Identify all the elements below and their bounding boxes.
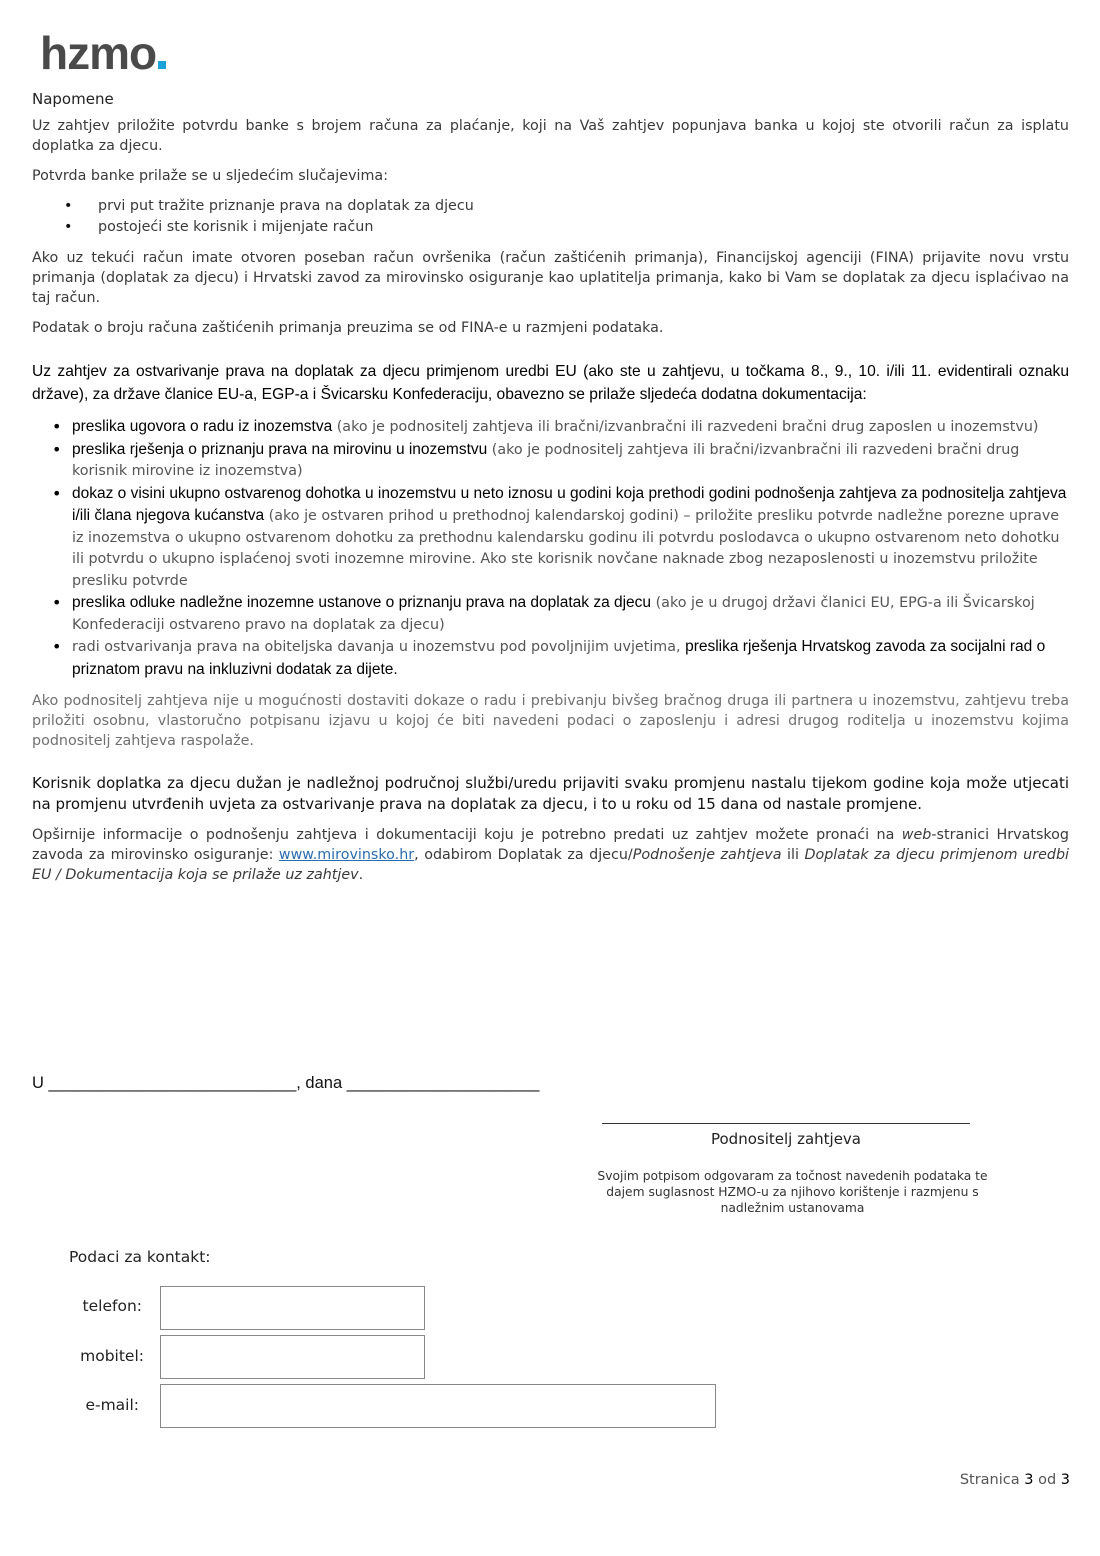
more-info-paragraph	[32, 825, 1069, 885]
doc-note: radi ostvarivanja prava na obiteljska davanja u inozemstvu pod povoljnijim uvjetima,	[72, 639, 686, 655]
phone-field[interactable]	[160, 1286, 425, 1330]
spouse-statement-paragraph: Ako podnositelj zahtjeva nije u mogućnosti dostaviti dokaze o radu i prebivanju bivšeg bračnog druga ili partnera u inozemstvu, zahtjevu treba priložiti osobnu, vlastoručno potpisanu izjavu u kojoj će biti navedeni podaci o zaposlenju i adresi drugog roditelja u inozemstvu kojima podnositelj zahtjeva raspolaže.	[32, 693, 1069, 749]
notes-paragraph-bank: Uz zahtjev priložite potvrdu banke s brojem računa za plaćanje, koji na Vaš zahtjev popunjava banka u kojoj ste otvorili račun za isplatu doplatka za djecu.	[32, 118, 1069, 154]
info-text: .	[358, 867, 364, 883]
info-web: web	[901, 827, 932, 843]
doc-note: (ako je podnositelj zahtjeva ili bračni/izvanbračni ili razvedeni bračni drug korisnik mirovine iz inozemstva)	[72, 441, 1020, 479]
signature-line[interactable]	[602, 1123, 970, 1124]
place-date-line[interactable]: U ___________________________, dana _____________________	[32, 1074, 540, 1092]
change-duty-paragraph: Korisnik doplatka za djecu dužan je nadležnoj područnoj službi/uredu prijaviti svaku promjenu nastalu tijekom godine koja može utjecati na promjenu utvrđenih uvjeta za ostvarivanje prava na doplatak za djecu, i to u roku od 15 dana od nastale promjene.	[32, 774, 1069, 813]
doc-title: preslika rješenja Hrvatskog zavoda za socijalni rad o priznatom pravu na inkluzivni dodatak za dijete.	[72, 638, 1046, 678]
doc-title: preslika ugovora o radu iz inozemstva	[72, 418, 333, 435]
info-italic: Podnošenje zahtjeva	[632, 847, 782, 863]
email-label: e-mail:	[85, 1396, 139, 1414]
doc-title: preslika rješenja o priznanju prava na mirovinu u inozemstvu	[72, 440, 488, 458]
info-text: , odabirom Doplatak za djecu/	[414, 847, 633, 863]
info-text: ili	[781, 847, 805, 863]
logo-text: hzmo	[40, 27, 157, 79]
doc-note: (ako je u drugoj državi članici EU, EPG-a ili Švicarskoj Konfederaciji ostvareno pravo na doplatak za djecu)	[72, 595, 1035, 633]
notes-paragraph-exchange: Podatak o broju računa zaštićenih primanja preuzima se od FINA-e u razmjeni podataka.	[32, 320, 664, 336]
page-number	[960, 1472, 1070, 1488]
eu-intro: Uz zahtjev za ostvarivanje prava na doplatak za djecu primjenom uredbi EU (ako ste u zahtjevu, u točkama 8., 9., 10. i/ili 11. evidentirali oznaku države), za države članice EU-a, EGP-a i Švicarsku Konfederaciju, obavezno se prilaže sljedeća dodatna dokumentacija:	[32, 363, 1069, 403]
hzmo-logo	[40, 28, 180, 78]
signature-label: Podnositelj zahtjeva	[710, 1130, 861, 1148]
info-italic: Doplatak za djecu primjenom uredbi EU / Dokumentacija koja se prilaže uz zahtjev	[32, 847, 1069, 883]
cases-list	[32, 196, 1069, 238]
notes-paragraph-fina: Ako uz tekući račun imate otvoren poseban račun ovršenika (račun zaštićenih primanja), Financijskoj agenciji (FINA) prijavite novu vrstu primanja (doplatak za djecu) i Hrvatski zavod za mirovinsko osiguranje kao uplatitelja primanja, kako bi Vam se doplatak za djecu isplaćivao na taj račun.	[32, 250, 1069, 306]
pager-total: 3	[1060, 1472, 1070, 1488]
mobile-field[interactable]	[160, 1335, 425, 1379]
phone-label: telefon:	[82, 1297, 142, 1315]
contact-title: Podaci za kontakt:	[69, 1248, 211, 1266]
mirovinsko-link[interactable]: www.mirovinsko.hr	[278, 847, 415, 863]
doc-title: preslika odluke nadležne inozemne ustanove o priznanju prava na doplatak za djecu	[72, 594, 652, 611]
list-item	[72, 483, 1069, 593]
info-text: -stranici Hrvatskog zavoda za mirovinsko osiguranje:	[32, 827, 1069, 863]
doc-title: dokaz o visini ukupno ostvarenog dohotka u inozemstvu u neto iznosu u godini koja prethodi godini podnošenja zahtjeva za podnositelja zahtjeva i/ili člana njegova kućanstva	[72, 484, 1067, 524]
list-item	[72, 416, 1069, 439]
doc-note: (ako je podnositelj zahtjeva ili bračni/izvanbračni ili razvedeni bračni drug zaposlen u inozemstvu)	[332, 419, 1039, 435]
list-item: • prvi put tražite priznanje prava na doplatak za djecu	[64, 196, 1069, 217]
list-item	[72, 592, 1069, 636]
notes-content	[32, 90, 1069, 895]
list-item	[72, 439, 1069, 483]
list-item: • postojeći ste korisnik i mijenjate račun	[64, 217, 1069, 238]
pager-current: 3	[1024, 1472, 1034, 1488]
mobile-label: mobitel:	[80, 1347, 144, 1365]
logo-dot-icon	[158, 61, 166, 69]
info-text: Opširnije informacije o podnošenju zahtjeva i dokumentaciji koju je potrebno predati uz zahtjev možete pronaći na	[32, 827, 902, 843]
doc-note: (ako je ostvaren prihod u prethodnoj kalendarskoj godini) – priložite presliku potvrde nadležne porezne uprave iz inozemstva o ukupno ostvarenom dohotku za prethodnu kalendarsku godinu ili potvrdu poslodavca o ukupno ostvarenom neto dohotku ili potvrdu o ukupno isplaćenoj svoti inozemne mirovine. Ako ste korisnik novčane naknade zbog nezaposlenosti u inozemstvu priložite presliku potvrde	[72, 508, 1060, 589]
pager-text: od	[1033, 1472, 1061, 1488]
notes-heading: Napomene	[32, 90, 114, 108]
notes-paragraph-cases: Potvrda banke prilaže se u sljedećim slučajevima:	[32, 168, 389, 184]
email-field[interactable]	[160, 1384, 716, 1428]
signature-note: Svojim potpisom odgovaram za točnost navedenih podataka te dajem suglasnost HZMO-u za njihovo korištenje i razmjenu s nadležnim ustanovama	[597, 1169, 988, 1215]
eu-documents-list	[32, 416, 1069, 681]
pager-text: Stranica	[959, 1472, 1025, 1488]
list-item	[72, 636, 1069, 681]
